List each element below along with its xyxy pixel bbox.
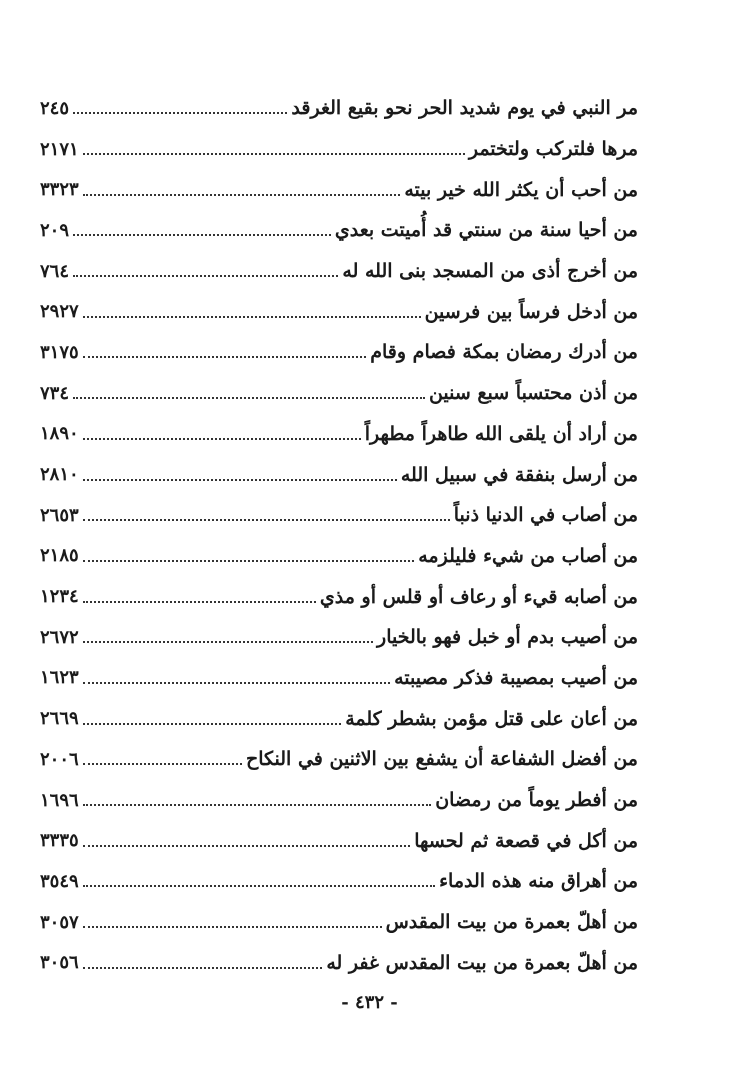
entry-number: ٣٣٢٣: [40, 179, 79, 201]
index-entry: [40, 495, 638, 536]
entry-number: ٢٨١٠: [40, 464, 79, 486]
entry-text: من أدخل فرساً بين فرسين: [424, 300, 638, 323]
index-entry: [40, 169, 638, 210]
dot-leader: [73, 275, 338, 277]
entry-number: ٢١٨٥: [40, 545, 79, 567]
entry-text: من أهلّ بعمرة من بيت المقدس غفر له: [326, 951, 638, 974]
entry-text: من أصيب بدم أو خبل فهو بالخيار: [377, 626, 638, 649]
dot-leader: [73, 397, 425, 399]
index-entry: [40, 902, 638, 943]
dot-leader: [83, 194, 401, 196]
index-entry: [40, 576, 638, 617]
entry-number: ١٨٩٠: [40, 423, 79, 445]
dot-leader: [83, 763, 242, 765]
entry-number: ٢٠٠٦: [40, 748, 79, 770]
index-entry: [40, 820, 638, 861]
entry-text: من أهراق منه هذه الدماء: [439, 870, 638, 893]
dot-leader: [83, 804, 432, 806]
index-entry: [40, 251, 638, 292]
index-entry: [40, 942, 638, 983]
entry-number: ٣٥٤٩: [40, 870, 79, 892]
dot-leader: [83, 438, 361, 440]
entry-text: من أدرك رمضان بمكة فصام وقام: [370, 341, 638, 364]
entry-text: من أعان على قتل مؤمن بشطر كلمة: [345, 707, 638, 730]
index-entry: [40, 617, 638, 658]
entry-number: ٢١٧١: [40, 138, 79, 160]
entry-text: من أخرج أذى من المسجد بنى الله له: [342, 260, 638, 283]
entry-number: ٢٠٩: [40, 219, 70, 241]
entry-number: ٢٩٢٧: [40, 301, 79, 323]
dot-leader: [83, 682, 390, 684]
entry-number: ٢٦٥٣: [40, 504, 79, 526]
entry-number: ٢٦٧٢: [40, 626, 79, 648]
entry-number: ٣١٧٥: [40, 341, 79, 363]
entry-text: مر النبي في يوم شديد الحر نحو بقيع الغرقد: [291, 97, 638, 120]
entry-text: من أصاب من شيء فليلزمه: [418, 544, 638, 567]
dot-leader: [83, 560, 415, 562]
index-entry: [40, 291, 638, 332]
entry-text: من أذن محتسباً سبع سنين: [428, 382, 638, 405]
dot-leader: [83, 601, 316, 603]
entry-number: ٣٣٣٥: [40, 830, 79, 852]
entry-number: ٢٦٦٩: [40, 708, 79, 730]
index-entry: [40, 129, 638, 170]
index-entry: [40, 210, 638, 251]
entry-number: ٧٦٤: [40, 260, 70, 282]
dot-leader: [83, 519, 450, 521]
entry-number: ٢٤٥: [40, 97, 70, 119]
index-entry: [40, 373, 638, 414]
index-entry: [40, 536, 638, 577]
dot-leader: [83, 316, 421, 318]
dot-leader: [83, 641, 373, 643]
entry-text: من أهلّ بعمرة من بيت المقدس: [385, 911, 638, 934]
entry-text: مرها فلتركب ولتختمر: [468, 138, 638, 161]
index-entry: [40, 780, 638, 821]
entry-text: من أراد أن يلقى الله طاهراً مطهراً: [364, 422, 638, 445]
entry-text: من أصاب في الدنيا ذنباً: [453, 504, 638, 527]
dot-leader: [83, 723, 342, 725]
entry-text: من أفضل الشفاعة أن يشفع بين الاثنين في النكاح: [245, 748, 638, 771]
index-entry: [40, 454, 638, 495]
entry-text: من أكل في قصعة ثم لحسها: [414, 829, 638, 852]
entry-text: من أحب أن يكثر الله خير بيته: [404, 178, 638, 201]
dot-leader: [83, 356, 367, 358]
dot-leader: [83, 926, 382, 928]
entry-number: ١٦٩٦: [40, 789, 79, 811]
entry-text: من أصابه قيء أو رعاف أو قلس أو مذي: [319, 585, 638, 608]
entry-text: من أرسل بنفقة في سبيل الله: [400, 463, 638, 486]
dot-leader: [83, 967, 323, 969]
entry-number: ١٦٢٣: [40, 667, 79, 689]
index-entry: [40, 861, 638, 902]
index-entry: [40, 88, 638, 129]
index-entry: [40, 414, 638, 455]
dot-leader: [73, 112, 287, 114]
entry-number: ٣٠٥٦: [40, 952, 79, 974]
entry-number: ٧٣٤: [40, 382, 70, 404]
entry-text: من أحيا سنة من سنتي قد أُميتت بعدي: [334, 219, 638, 242]
dot-leader: [83, 479, 397, 481]
entry-text: من أفطر يوماً من رمضان: [435, 789, 638, 812]
index-entry: [40, 658, 638, 699]
index-entry: [40, 739, 638, 780]
entry-text: من أصيب بمصيبة فذكر مصيبته: [394, 666, 638, 689]
index-entry: [40, 698, 638, 739]
dot-leader: [83, 153, 465, 155]
entry-number: ١٢٣٤: [40, 586, 79, 608]
page-number: - ٤٣٢ -: [341, 992, 398, 1013]
hadith-index-list: [40, 88, 638, 983]
dot-leader: [83, 885, 435, 887]
dot-leader: [83, 845, 411, 847]
entry-number: ٣٠٥٧: [40, 911, 79, 933]
index-entry: [40, 332, 638, 373]
dot-leader: [73, 234, 331, 236]
